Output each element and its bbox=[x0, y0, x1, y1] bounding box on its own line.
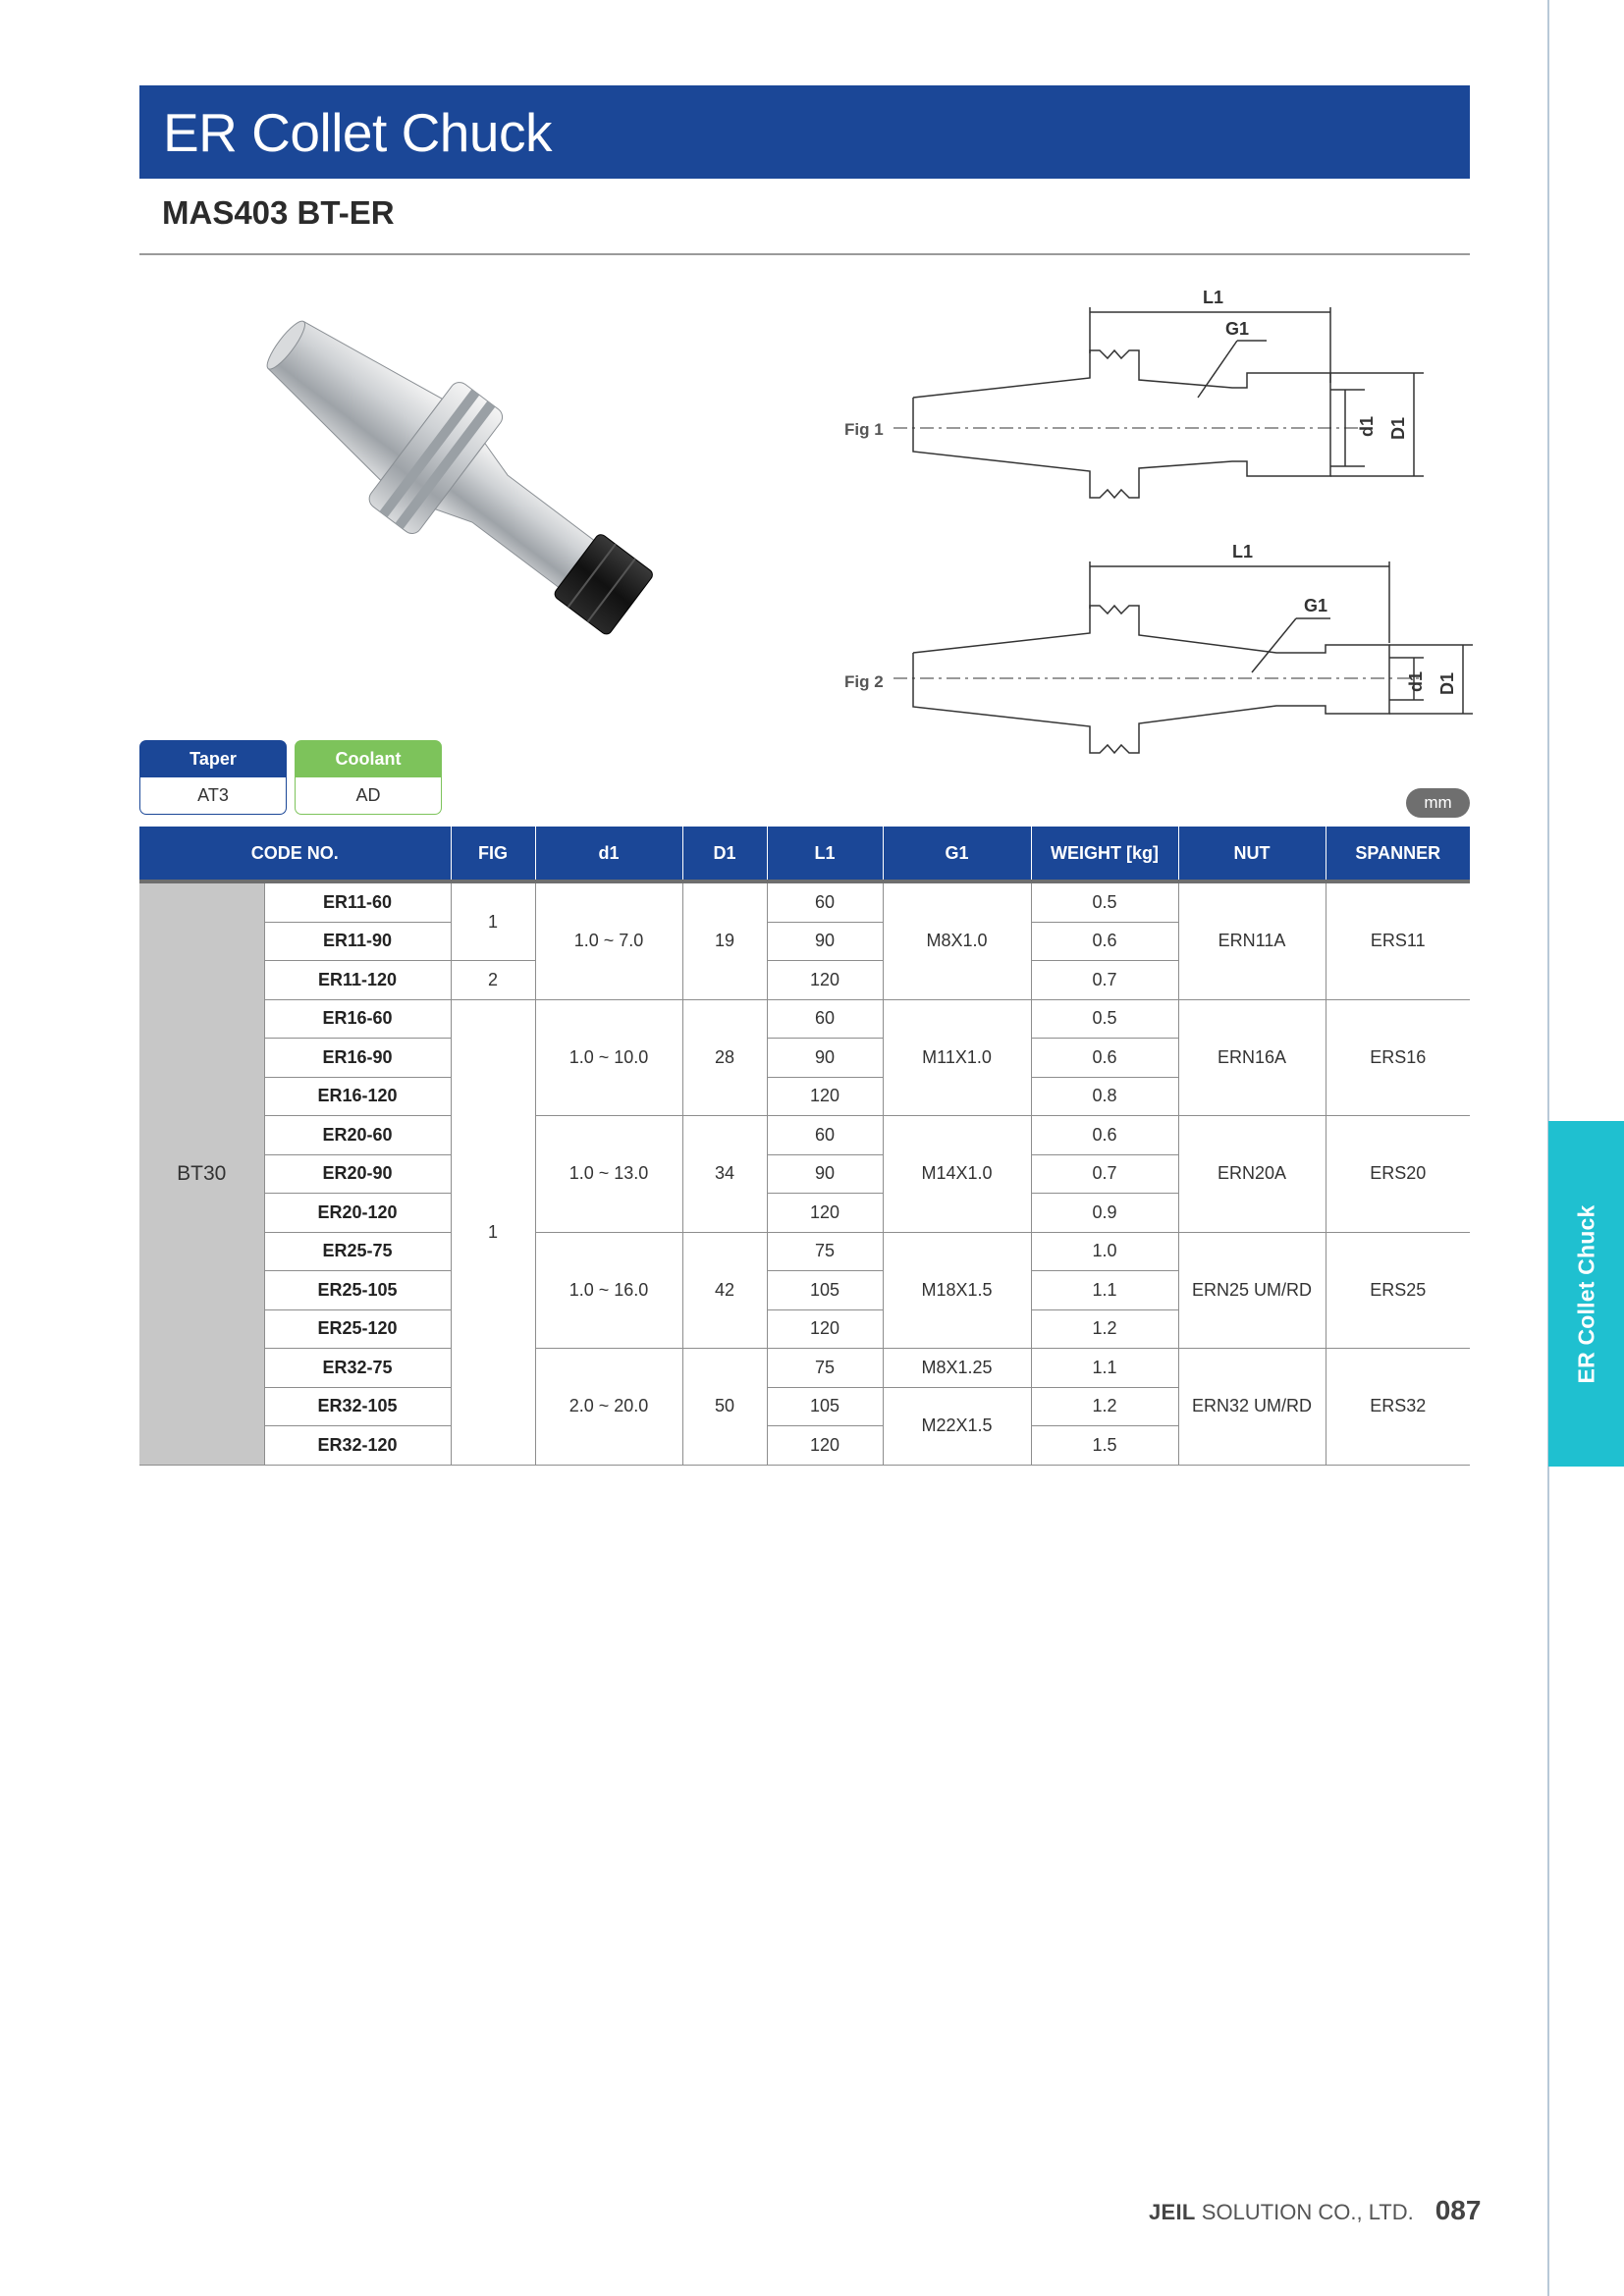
D1-cell: 34 bbox=[682, 1116, 767, 1233]
page-number: 087 bbox=[1435, 2195, 1482, 2225]
header-code-no: CODE NO. bbox=[139, 827, 451, 881]
table-header-row bbox=[139, 827, 1470, 881]
fig1-d1-label: d1 bbox=[1357, 415, 1377, 437]
page-title: ER Collet Chuck bbox=[163, 101, 552, 163]
unit-badge: mm bbox=[1406, 788, 1470, 818]
header-G1: G1 bbox=[883, 827, 1031, 881]
fig2-G1-label: G1 bbox=[1304, 596, 1328, 615]
L1-cell: 120 bbox=[767, 961, 883, 1000]
fig1-G1-label: G1 bbox=[1225, 319, 1250, 339]
weight-cell: 1.1 bbox=[1031, 1349, 1178, 1388]
L1-cell: 105 bbox=[767, 1271, 883, 1310]
fig2-label: Fig 2 bbox=[844, 672, 884, 691]
spanner-cell: ERS32 bbox=[1326, 1349, 1470, 1466]
product-photo bbox=[191, 294, 722, 667]
fig1-label: Fig 1 bbox=[844, 420, 884, 439]
header-nut: NUT bbox=[1178, 827, 1326, 881]
table-row bbox=[139, 1232, 1470, 1271]
d1-cell: 2.0 ~ 20.0 bbox=[535, 1349, 682, 1466]
L1-cell: 75 bbox=[767, 1349, 883, 1388]
header-spanner: SPANNER bbox=[1326, 827, 1470, 881]
technical-drawings bbox=[835, 280, 1483, 790]
code-cell: ER32-120 bbox=[264, 1426, 451, 1466]
code-cell: ER20-90 bbox=[264, 1154, 451, 1194]
d1-cell: 1.0 ~ 16.0 bbox=[535, 1232, 682, 1349]
weight-cell: 0.9 bbox=[1031, 1194, 1178, 1233]
fig-cell: 1 bbox=[451, 881, 535, 961]
weight-cell: 0.5 bbox=[1031, 881, 1178, 922]
G1-cell: M8X1.25 bbox=[883, 1349, 1031, 1388]
header-L1: L1 bbox=[767, 827, 883, 881]
taper-badge-label: Taper bbox=[139, 740, 287, 777]
L1-cell: 120 bbox=[767, 1309, 883, 1349]
L1-cell: 60 bbox=[767, 881, 883, 922]
subtitle-divider bbox=[139, 253, 1470, 255]
code-cell: ER32-75 bbox=[264, 1349, 451, 1388]
table-row bbox=[139, 1116, 1470, 1155]
L1-cell: 75 bbox=[767, 1232, 883, 1271]
spanner-cell: ERS25 bbox=[1326, 1232, 1470, 1349]
fig2-L1-label: L1 bbox=[1232, 542, 1254, 561]
nut-cell: ERN20A bbox=[1178, 1116, 1326, 1233]
header-d1: d1 bbox=[535, 827, 682, 881]
company-name-rest: SOLUTION CO., LTD. bbox=[1195, 2200, 1414, 2224]
weight-cell: 1.2 bbox=[1031, 1309, 1178, 1349]
weight-cell: 0.6 bbox=[1031, 1039, 1178, 1078]
G1-cell: M22X1.5 bbox=[883, 1387, 1031, 1465]
series-cell: BT30 bbox=[139, 881, 264, 1465]
fig2-d1-label: d1 bbox=[1406, 670, 1426, 692]
coolant-badge bbox=[295, 740, 442, 817]
L1-cell: 90 bbox=[767, 1039, 883, 1078]
header-D1: D1 bbox=[682, 827, 767, 881]
code-cell: ER20-120 bbox=[264, 1194, 451, 1233]
table-row bbox=[139, 881, 1470, 922]
nut-cell: ERN32 UM/RD bbox=[1178, 1349, 1326, 1466]
side-tab-label: ER Collet Chuck bbox=[1573, 1204, 1599, 1383]
weight-cell: 1.0 bbox=[1031, 1232, 1178, 1271]
D1-cell: 28 bbox=[682, 999, 767, 1116]
L1-cell: 120 bbox=[767, 1426, 883, 1466]
fig-cell: 2 bbox=[451, 961, 535, 1000]
L1-cell: 120 bbox=[767, 1077, 883, 1116]
weight-cell: 1.1 bbox=[1031, 1271, 1178, 1310]
fig-cell: 1 bbox=[451, 999, 535, 1465]
weight-cell: 0.5 bbox=[1031, 999, 1178, 1039]
table-row bbox=[139, 1349, 1470, 1388]
D1-cell: 42 bbox=[682, 1232, 767, 1349]
spanner-cell: ERS11 bbox=[1326, 881, 1470, 999]
weight-cell: 1.5 bbox=[1031, 1426, 1178, 1466]
weight-cell: 1.2 bbox=[1031, 1387, 1178, 1426]
code-cell: ER25-105 bbox=[264, 1271, 451, 1310]
code-cell: ER11-120 bbox=[264, 961, 451, 1000]
nut-cell: ERN11A bbox=[1178, 881, 1326, 999]
code-cell: ER16-60 bbox=[264, 999, 451, 1039]
L1-cell: 105 bbox=[767, 1387, 883, 1426]
D1-cell: 50 bbox=[682, 1349, 767, 1466]
table-row bbox=[139, 999, 1470, 1039]
fig2-D1-label: D1 bbox=[1437, 671, 1457, 695]
code-cell: ER20-60 bbox=[264, 1116, 451, 1155]
taper-badge-value: AT3 bbox=[139, 777, 287, 815]
code-cell: ER11-90 bbox=[264, 922, 451, 961]
code-cell: ER25-120 bbox=[264, 1309, 451, 1349]
weight-cell: 0.8 bbox=[1031, 1077, 1178, 1116]
code-cell: ER16-90 bbox=[264, 1039, 451, 1078]
section-side-tab[interactable] bbox=[1548, 1121, 1624, 1467]
page-footer bbox=[1149, 2195, 1481, 2226]
fig1-D1-label: D1 bbox=[1388, 416, 1408, 440]
L1-cell: 120 bbox=[767, 1194, 883, 1233]
d1-cell: 1.0 ~ 7.0 bbox=[535, 881, 682, 999]
weight-cell: 0.6 bbox=[1031, 1116, 1178, 1155]
d1-cell: 1.0 ~ 13.0 bbox=[535, 1116, 682, 1233]
L1-cell: 60 bbox=[767, 999, 883, 1039]
header-fig: FIG bbox=[451, 827, 535, 881]
fig1-L1-label: L1 bbox=[1203, 288, 1224, 307]
code-cell: ER16-120 bbox=[264, 1077, 451, 1116]
code-cell: ER11-60 bbox=[264, 881, 451, 922]
L1-cell: 90 bbox=[767, 922, 883, 961]
coolant-badge-value: AD bbox=[295, 777, 442, 815]
taper-badge bbox=[139, 740, 287, 817]
weight-cell: 0.7 bbox=[1031, 961, 1178, 1000]
header-weight: WEIGHT [kg] bbox=[1031, 827, 1178, 881]
d1-cell: 1.0 ~ 10.0 bbox=[535, 999, 682, 1116]
weight-cell: 0.7 bbox=[1031, 1154, 1178, 1194]
code-cell: ER25-75 bbox=[264, 1232, 451, 1271]
G1-cell: M14X1.0 bbox=[883, 1116, 1031, 1233]
G1-cell: M11X1.0 bbox=[883, 999, 1031, 1116]
spanner-cell: ERS20 bbox=[1326, 1116, 1470, 1233]
L1-cell: 60 bbox=[767, 1116, 883, 1155]
company-name-bold: JEIL bbox=[1149, 2200, 1196, 2224]
D1-cell: 19 bbox=[682, 881, 767, 999]
title-banner bbox=[139, 85, 1470, 179]
coolant-badge-label: Coolant bbox=[295, 740, 442, 777]
G1-cell: M18X1.5 bbox=[883, 1232, 1031, 1349]
page-subtitle: MAS403 BT-ER bbox=[162, 194, 395, 231]
G1-cell: M8X1.0 bbox=[883, 881, 1031, 999]
L1-cell: 90 bbox=[767, 1154, 883, 1194]
nut-cell: ERN16A bbox=[1178, 999, 1326, 1116]
spec-table bbox=[139, 827, 1470, 1466]
nut-cell: ERN25 UM/RD bbox=[1178, 1232, 1326, 1349]
spanner-cell: ERS16 bbox=[1326, 999, 1470, 1116]
code-cell: ER32-105 bbox=[264, 1387, 451, 1426]
weight-cell: 0.6 bbox=[1031, 922, 1178, 961]
